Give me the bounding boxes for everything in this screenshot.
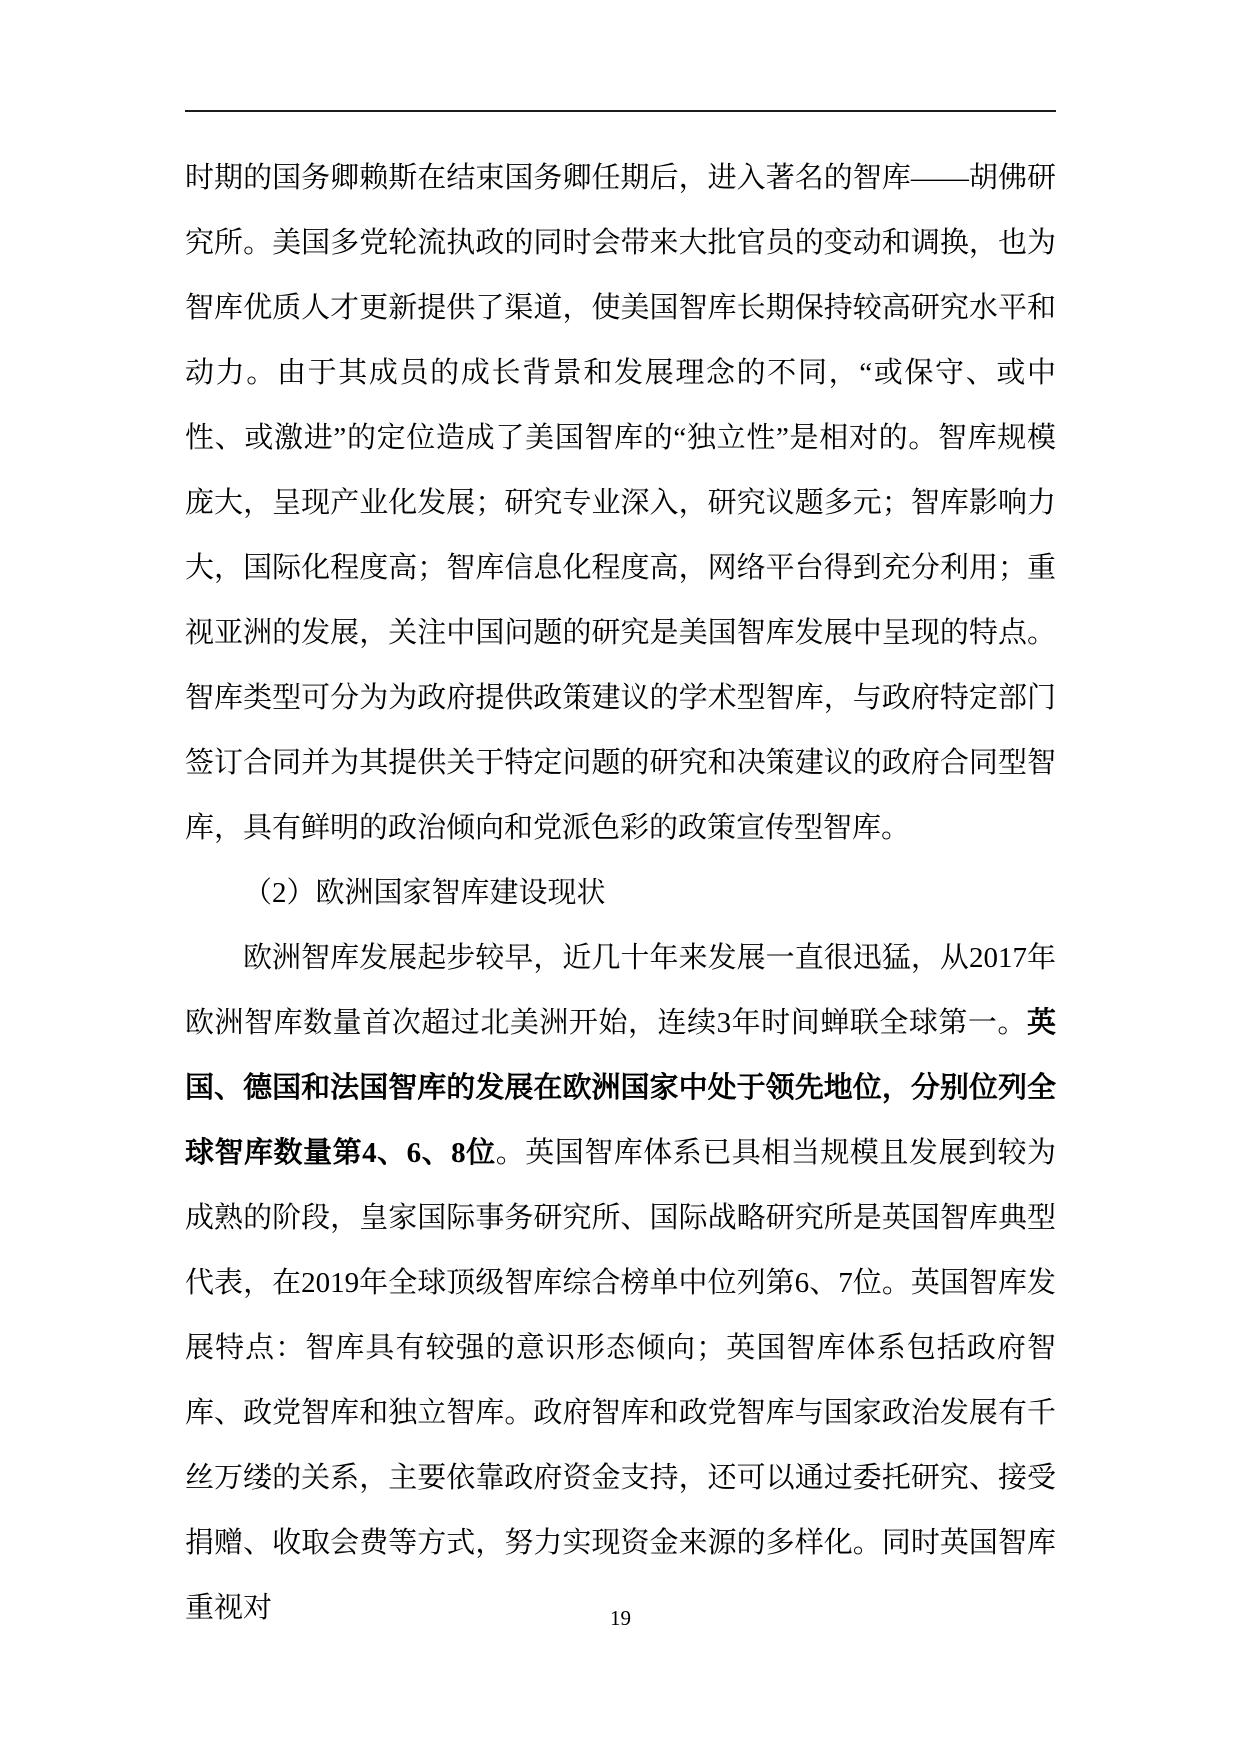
paragraph-us-thinktank	[185, 146, 1056, 861]
paragraph-europe-pre-bold: 欧洲智库发展起步较早，近几十年来发展一直很迅猛，从2017年欧洲智库数量首次超过北美洲开始，连续3年时间蝉联全球第一。	[185, 942, 1056, 1039]
document-body	[185, 146, 1056, 1641]
section-heading-europe-text: （2）欧洲国家智库建设现状	[243, 877, 606, 909]
paragraph-europe-thinktank	[185, 926, 1056, 1641]
paragraph-us-thinktank-text: 时期的国务卿赖斯在结束国务卿任期后，进入著名的智库——胡佛研究所。美国多党轮流执政的同时会带来大批官员的变动和调换，也为智库优质人才更新提供了渠道，使美国智库长期保持较高研究水平和动力。由于其成员的成长背景和发展理念的不同，“或保守、或中性、或激进”的定位造成了美国智库的“独立性”是相对的。智库规模庞大，呈现产业化发展；研究专业深入，研究议题多元；智库影响力大，国际化程度高；智库信息化程度高，网络平台得到充分利用；重视亚洲的发展，关注中国问题的研究是美国智库发展中呈现的特点。智库类型可分为为政府提供政策建议的学术型智库，与政府特定部门签订合同并为其提供关于特定问题的研究和决策建议的政府合同型智库，具有鲜明的政治倾向和党派色彩的政策宣传型智库。	[185, 162, 1056, 844]
section-heading-europe	[185, 861, 1056, 926]
paragraph-europe-post-bold: 。英国智库体系已具相当规模且发展到较为成熟的阶段，皇家国际事务研究所、国际战略研究所是英国智库典型代表，在2019年全球顶级智库综合榜单中位列第6、7位。英国智库发展特点：智库具有较强的意识形态倾向；英国智库体系包括政府智库、政党智库和独立智库。政府智库和政党智库与国家政治发展有千丝万缕的关系，主要依靠政府资金支持，还可以通过委托研究、接受捐赠、收取会费等方式，努力实现资金来源的多样化。同时英国智库重视对	[185, 1137, 1056, 1624]
header-rule	[185, 110, 1056, 112]
paragraph-europe-bold-run: 英国、德国和法国智库的发展在欧洲国家中处于领先地位，分别位列全球智库数量第4、6、8位	[185, 1007, 1056, 1169]
page-footer	[185, 1603, 1056, 1633]
page-number: 19	[610, 1606, 631, 1630]
